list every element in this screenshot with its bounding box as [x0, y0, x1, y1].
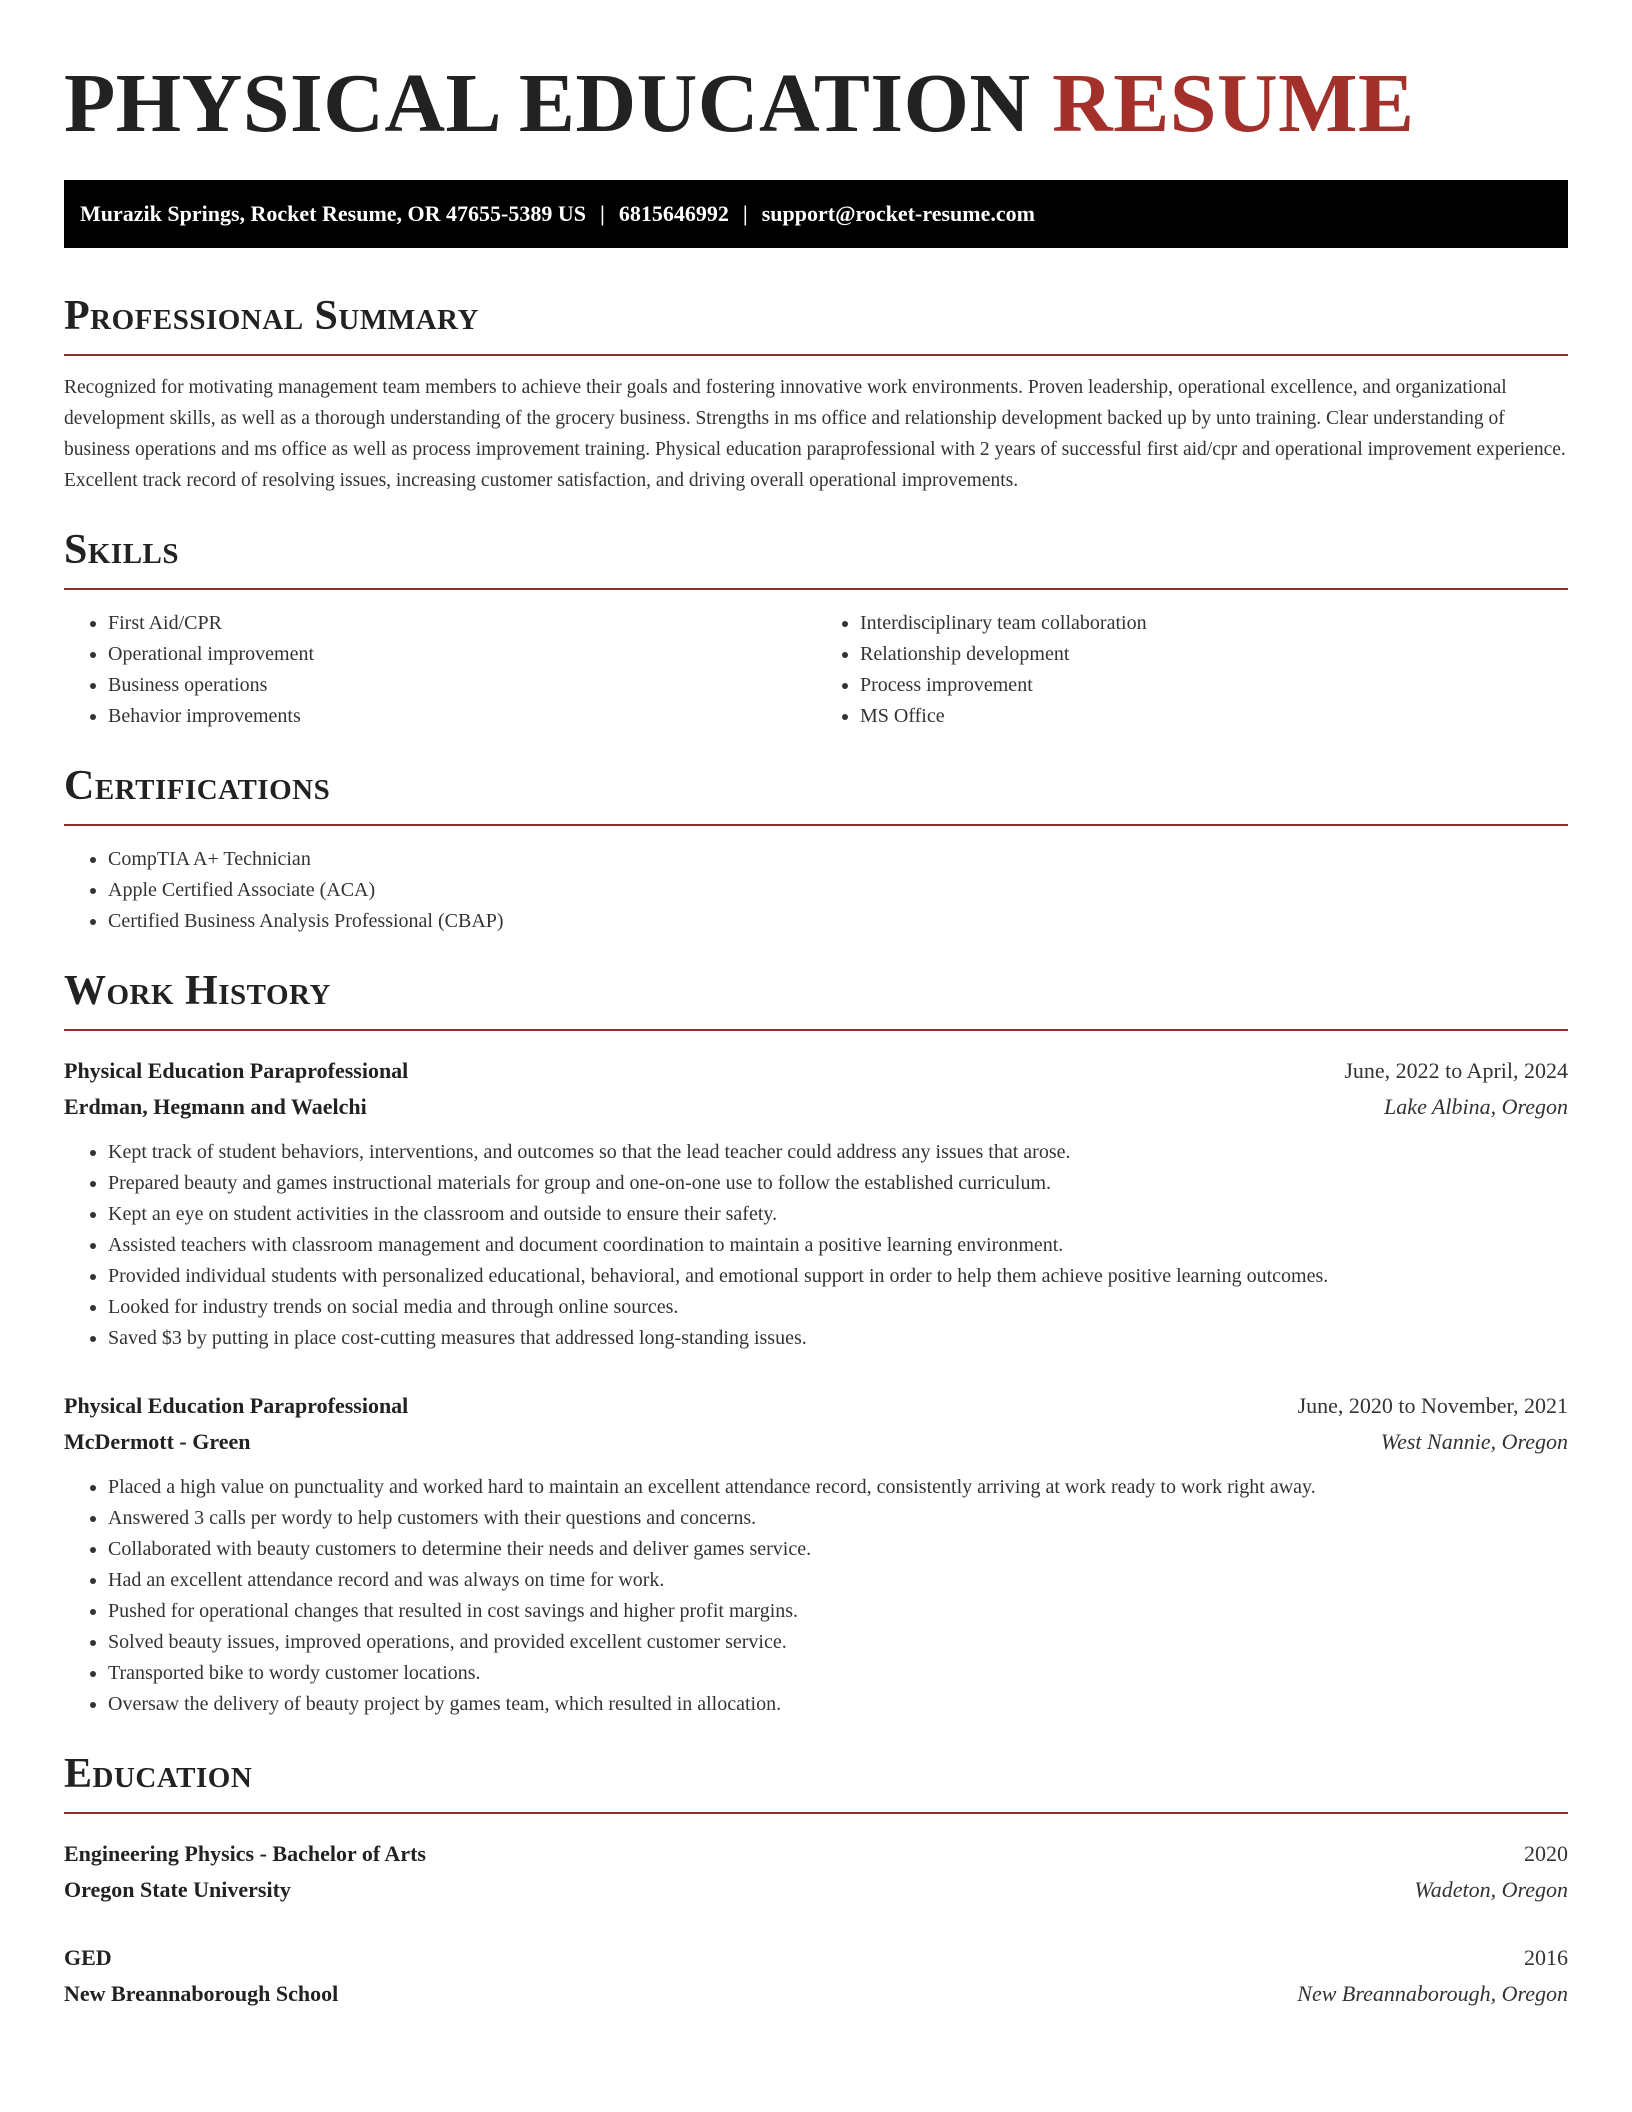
job-title: Physical Education Paraprofessional: [64, 1058, 409, 1083]
job-location: Lake Albina, Oregon: [1384, 1094, 1568, 1119]
education-school-row: [64, 1872, 1568, 1908]
resume-title: [64, 56, 1568, 152]
skill-item: • First Aid/CPR: [108, 608, 816, 639]
education-section: [64, 1750, 1568, 2012]
skills-list-left: [64, 608, 816, 732]
job-company: Erdman, Hegmann and Waelchi: [64, 1094, 367, 1119]
contact-separator: |: [600, 201, 605, 226]
skill-item: • Interdisciplinary team collaboration: [860, 608, 1568, 639]
job-bullet: • Answered 3 calls per wordy to help customers with their questions and concerns.: [108, 1503, 1568, 1534]
education-degree: GED: [64, 1945, 112, 1970]
job-bullet: • Had an excellent attendance record and was always on time for work.: [108, 1565, 1568, 1596]
job-bullet: • Prepared beauty and games instructional materials for group and one-on-one use to follow the established curriculum.: [108, 1168, 1568, 1199]
section-divider: [64, 354, 1568, 356]
skill-item: • MS Office: [860, 701, 1568, 732]
education-degree: Engineering Physics - Bachelor of Arts: [64, 1841, 426, 1866]
summary-text: Recognized for motivating management team members to achieve their goals and fostering innovative work environments. Proven leadership, operational excellence, and organizational development skills, as well as a thorough understanding of the grocery business. Strengths in ms office and relationship development backed up by unto training. Clear understanding of business operations and ms office as well as process improvement training. Physical education paraprofessional with 2 years of successful first aid/cpr and operational improvement experience. Excellent track record of resolving issues, increasing customer satisfaction, and driving overall operational improvements.: [64, 377, 1566, 491]
certification-item: • Apple Certified Associate (ACA): [108, 875, 1568, 906]
skills-list-right: [816, 608, 1568, 732]
job-company: McDermott - Green: [64, 1429, 251, 1454]
summary-heading: Professional Summary: [64, 293, 479, 339]
job-bullet: • Collaborated with beauty customers to determine their needs and deliver games service.: [108, 1534, 1568, 1565]
job-bullet: • Solved beauty issues, improved operations, and provided excellent customer service.: [108, 1627, 1568, 1658]
job-company-row: [64, 1424, 1568, 1460]
section-divider: [64, 1029, 1568, 1031]
skill-item: • Business operations: [108, 670, 816, 701]
skill-item: • Relationship development: [860, 639, 1568, 670]
job-bullet: • Looked for industry trends on social media and through online sources.: [108, 1292, 1568, 1323]
education-school: Oregon State University: [64, 1877, 291, 1902]
education-year: 2020: [1524, 1841, 1568, 1866]
job-location: West Nannie, Oregon: [1380, 1429, 1568, 1454]
education-location: Wadeton, Oregon: [1414, 1877, 1568, 1902]
job-bullet: • Placed a high value on punctuality and worked hard to maintain an excellent attendance record, consistently arriving at work ready to work right away.: [108, 1472, 1568, 1503]
job-bullet: • Transported bike to wordy customer locations.: [108, 1658, 1568, 1689]
job-entry: [64, 1388, 1568, 1720]
contact-email: support@rocket-resume.com: [761, 201, 1035, 226]
job-bullet: • Kept an eye on student activities in the classroom and outside to ensure their safety.: [108, 1199, 1568, 1230]
job-title: Physical Education Paraprofessional: [64, 1393, 409, 1418]
section-divider: [64, 1812, 1568, 1814]
job-bullet: • Kept track of student behaviors, interventions, and outcomes so that the lead teacher could address any issues that arose.: [108, 1137, 1568, 1168]
education-heading: Education: [64, 1751, 253, 1797]
job-company-row: [64, 1089, 1568, 1125]
job-dates: June, 2022 to April, 2024: [1344, 1058, 1568, 1083]
education-entry: [64, 1836, 1568, 1908]
job-bullet: • Provided individual students with personalized educational, behavioral, and emotional support in order to help them achieve positive learning outcomes.: [108, 1261, 1568, 1292]
skill-item: • Operational improvement: [108, 639, 816, 670]
skill-item: • Behavior improvements: [108, 701, 816, 732]
certification-item: • CompTIA A+ Technician: [108, 844, 1568, 875]
education-year: 2016: [1524, 1945, 1568, 1970]
title-main: PHYSICAL EDUCATION: [64, 57, 1031, 150]
education-school: New Breannaborough School: [64, 1981, 339, 2006]
contact-address: Murazik Springs, Rocket Resume, OR 47655-5389 US: [80, 201, 586, 226]
job-bullet: • Saved $3 by putting in place cost-cutting measures that addressed long-standing issues.: [108, 1323, 1568, 1354]
education-location: New Breannaborough, Oregon: [1297, 1981, 1568, 2006]
job-bullets: [64, 1472, 1568, 1720]
job-dates: June, 2020 to November, 2021: [1297, 1393, 1568, 1418]
job-bullet: • Oversaw the delivery of beauty project by games team, which resulted in allocation.: [108, 1689, 1568, 1720]
contact-bar: [64, 180, 1568, 248]
contact-phone: 6815646992: [618, 201, 729, 226]
job-bullet: • Pushed for operational changes that resulted in cost savings and higher profit margins.: [108, 1596, 1568, 1627]
certifications-list: [64, 844, 1568, 937]
education-school-row: [64, 1976, 1568, 2012]
job-bullets: [64, 1137, 1568, 1354]
job-entry: [64, 1053, 1568, 1354]
summary-section: [64, 292, 1568, 496]
contact-separator: |: [742, 201, 748, 226]
job-header-row: [64, 1053, 1568, 1089]
certifications-heading: Certifications: [64, 763, 331, 809]
title-accent: RESUME: [1052, 57, 1415, 150]
certification-item: • Certified Business Analysis Professional (CBAP): [108, 906, 1568, 937]
education-degree-row: [64, 1836, 1568, 1872]
certifications-section: [64, 762, 1568, 937]
skill-item: • Process improvement: [860, 670, 1568, 701]
section-divider: [64, 824, 1568, 826]
work-history-heading: Work History: [64, 968, 331, 1014]
education-degree-row: [64, 1940, 1568, 1976]
work-history-section: [64, 967, 1568, 1720]
job-header-row: [64, 1388, 1568, 1424]
skills-section: [64, 526, 1568, 732]
skills-grid: [64, 590, 1568, 732]
education-entry: [64, 1940, 1568, 2012]
skills-heading: Skills: [64, 527, 180, 573]
job-bullet: • Assisted teachers with classroom management and document coordination to maintain a positive learning environment.: [108, 1230, 1568, 1261]
